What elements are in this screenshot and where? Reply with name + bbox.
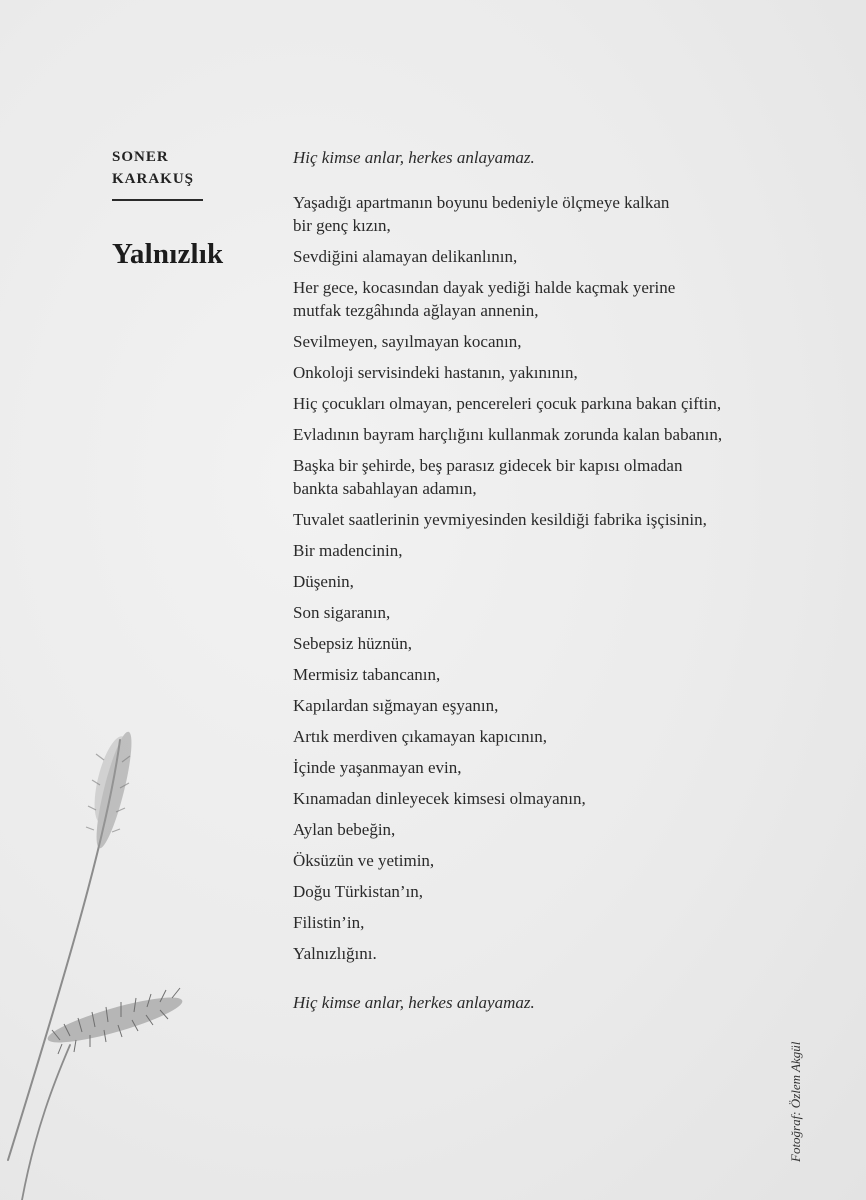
poem-line-text: bir genç kızın,: [293, 216, 391, 235]
poem-line: [293, 191, 813, 237]
poem-title: Yalnızlık: [112, 238, 224, 270]
poem-line-text: Sevilmeyen, sayılmayan kocanın,: [293, 332, 522, 351]
poem-line-text: Hiç çocukları olmayan, pencereleri çocuk parkına bakan çiftin,: [293, 394, 722, 413]
poem-line-text: Yaşadığı apartmanın boyunu bedeniyle ölçmeye kalkan: [293, 193, 670, 212]
poem-line-text: İçinde yaşanmayan evin,: [293, 758, 462, 777]
poem-line-text: Doğu Türkistan’ın,: [293, 882, 424, 901]
poem-line: [293, 539, 813, 562]
author-name: [112, 146, 194, 190]
poem-line: [293, 756, 813, 779]
grass-stem-illustration: [0, 700, 220, 1200]
poem-line-text: Aylan bebeğin,: [293, 820, 396, 839]
poem-line: [293, 245, 813, 268]
poem-line: [293, 330, 813, 353]
poem-line: [293, 601, 813, 624]
poem-line: [293, 276, 813, 322]
poem-line: [293, 787, 813, 810]
poem-line-text: mutfak tezgâhında ağlayan annenin,: [293, 301, 539, 320]
poem-line: [293, 663, 813, 686]
poem-line: [293, 725, 813, 748]
poem-line: [293, 632, 813, 655]
poem-line-text: Her gece, kocasından dayak yediği halde kaçmak yerine: [293, 278, 676, 297]
poem-line-text: bankta sabahlayan adamın,: [293, 479, 477, 498]
poem-line: [293, 942, 813, 965]
photo-credit: Fotoğraf: Özlem Akgül: [788, 1041, 803, 1162]
poem-refrain-top: Hiç kimse anlar, herkes anlayamaz.: [293, 148, 535, 167]
poem-refrain-bottom: Hiç kimse anlar, herkes anlayamaz.: [293, 993, 535, 1012]
poem-line: [293, 694, 813, 717]
poem-line: [293, 454, 813, 500]
poem-line-text: Artık merdiven çıkamayan kapıcının,: [293, 727, 547, 746]
poem-line-text: Onkoloji servisindeki hastanın, yakınının,: [293, 363, 578, 382]
poem-line-text: Filistin’in,: [293, 913, 365, 932]
poem-line: [293, 361, 813, 384]
author-divider: [112, 199, 203, 201]
poem-line-text: Düşenin,: [293, 572, 354, 591]
poem-line-text: Bir madencinin,: [293, 541, 403, 560]
poem-line: [293, 508, 813, 531]
poem-line-text: Tuvalet saatlerinin yevmiyesinden kesildiği fabrika işçisinin,: [293, 510, 707, 529]
poem-line-text: Yalnızlığını.: [293, 944, 377, 963]
poem-line: [293, 423, 813, 446]
poem-line-text: Sevdiğini alamayan delikanlının,: [293, 247, 518, 266]
poem-line: [293, 392, 813, 415]
poem-line-text: Başka bir şehirde, beş parasız gidecek bir kapısı olmadan: [293, 456, 683, 475]
poem-line: [293, 911, 813, 934]
poem-body: [293, 146, 813, 1014]
poem-line-text: Evladının bayram harçlığını kullanmak zorunda kalan babanın,: [293, 425, 723, 444]
poem-line-text: Mermisiz tabancanın,: [293, 665, 441, 684]
poem-lines: [293, 191, 813, 965]
poem-line-text: Kınamadan dinleyecek kimsesi olmayanın,: [293, 789, 586, 808]
poem-line: [293, 880, 813, 903]
poem-line: [293, 818, 813, 841]
poem-line-text: Öksüzün ve yetimin,: [293, 851, 435, 870]
poem-line: [293, 570, 813, 593]
poem-line-text: Sebepsiz hüznün,: [293, 634, 412, 653]
poem-line: [293, 849, 813, 872]
author-last-name: KARAKUŞ: [112, 171, 195, 187]
poem-line-text: Son sigaranın,: [293, 603, 391, 622]
author-first-name: SONER: [112, 149, 169, 165]
poem-line-text: Kapılardan sığmayan eşyanın,: [293, 696, 499, 715]
